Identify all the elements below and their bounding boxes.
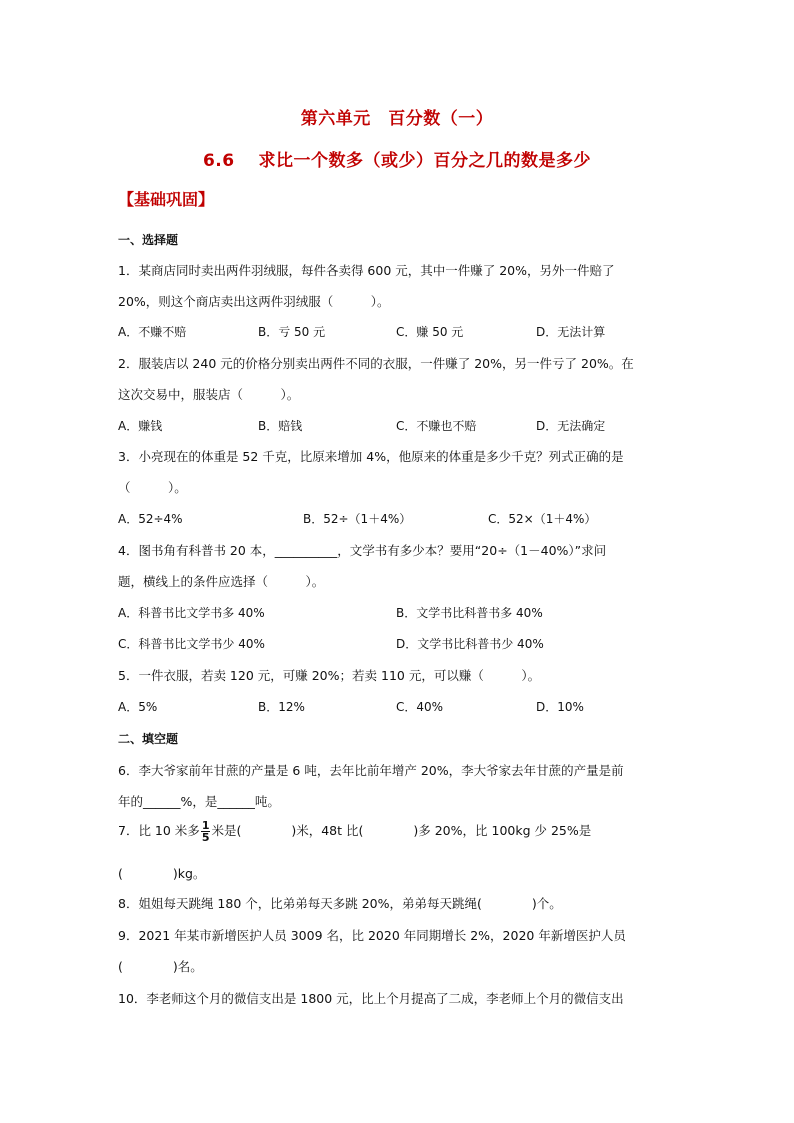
question-1-option-b: B．亏 50 元 bbox=[258, 325, 326, 339]
question-2-line-1: 2．服装店以 240 元的价格分别卖出两件不同的衣服，一件赚了 20%，另一件亏了 20%。在 bbox=[118, 356, 634, 371]
question-7-prefix: 7．比 10 米多 bbox=[118, 823, 200, 838]
question-7-suffix: 米是( )米，48t 比( )多 20%，比 100kg 少 25%是 bbox=[211, 823, 592, 838]
question-5-line-1: 5．一件衣服，若卖 120 元，可赚 20%；若卖 110 元，可以赚（ ）。 bbox=[118, 668, 541, 683]
question-4-line-1: 4．图书角有科普书 20 本，__________，文学书有多少本？要用“20÷（1－40%）”求问 bbox=[118, 543, 607, 558]
question-5-option-a: A．5% bbox=[118, 700, 158, 714]
question-5-option-b: B．12% bbox=[258, 700, 305, 714]
question-4-option-c: C．科普书比文学书少 40% bbox=[118, 637, 265, 651]
question-1-option-c: C．赚 50 元 bbox=[396, 325, 464, 339]
question-7-line-1 bbox=[118, 820, 591, 843]
question-1-option-d: D．无法计算 bbox=[536, 325, 606, 339]
question-10-line-1: 10．李老师这个月的微信支出是 1800 元，比上个月提高了二成，李老师上个月的微信支出 bbox=[118, 991, 624, 1006]
question-4-line-2: 题，横线上的条件应选择（ ）。 bbox=[118, 574, 325, 589]
question-2-option-c: C．不赚也不赔 bbox=[396, 419, 477, 433]
question-3-option-c: C．52×（1＋4%） bbox=[488, 512, 597, 526]
question-7-line-2: ( )kg。 bbox=[118, 866, 206, 881]
question-6-line-2: 年的______%，是______吨。 bbox=[118, 794, 280, 809]
question-2-line-2: 这次交易中，服装店（ ）。 bbox=[118, 387, 300, 402]
question-9-line-1: 9．2021 年某市新增医护人员 3009 名，比 2020 年同期增长 2%，2020 年新增医护人员 bbox=[118, 928, 626, 943]
question-4-option-d: D．文学书比科普书少 40% bbox=[396, 637, 544, 651]
question-9-line-2: ( )名。 bbox=[118, 959, 203, 974]
section-heading-choice: 一、选择题 bbox=[118, 233, 179, 247]
question-3-line-2: （ ）。 bbox=[118, 480, 187, 495]
question-1-line-2: 20%，则这个商店卖出这两件羽绒服（ ）。 bbox=[118, 294, 390, 309]
question-2-option-b: B．赔钱 bbox=[258, 419, 303, 433]
question-1-line-1: 1．某商店同时卖出两件羽绒服，每件各卖得 600 元，其中一件赚了 20%，另外一件赔了 bbox=[118, 263, 615, 278]
unit-title: 第六单元 百分数（一） bbox=[300, 109, 494, 129]
fraction-denominator: 5 bbox=[201, 831, 210, 844]
question-4-option-b: B．文学书比科普书多 40% bbox=[396, 606, 543, 620]
question-4-option-a: A．科普书比文学书多 40% bbox=[118, 606, 265, 620]
section-tag: 【基础巩固】 bbox=[118, 190, 215, 209]
section-heading-fill: 二、填空题 bbox=[118, 732, 179, 746]
lesson-title: 6.6 求比一个数多（或少）百分之几的数是多少 bbox=[202, 151, 592, 171]
question-6-line-1: 6．李大爷家前年甘蔗的产量是 6 吨，去年比前年增产 20%，李大爷家去年甘蔗的产量是前 bbox=[118, 763, 624, 778]
question-3-option-a: A．52÷4% bbox=[118, 512, 183, 526]
question-5-option-c: C．40% bbox=[396, 700, 444, 714]
fraction-numerator: 1 bbox=[201, 819, 210, 832]
question-2-option-a: A．赚钱 bbox=[118, 419, 163, 433]
question-3-line-1: 3．小亮现在的体重是 52 千克，比原来增加 4%，他原来的体重是多少千克？列式正确的是 bbox=[118, 449, 624, 464]
question-1-option-a: A．不赚不赔 bbox=[118, 325, 187, 339]
question-5-option-d: D．10% bbox=[536, 700, 584, 714]
question-3-option-b: B．52÷（1＋4%） bbox=[303, 512, 412, 526]
question-8-line-1: 8．姐姐每天跳绳 180 个，比弟弟每天多跳 20%，弟弟每天跳绳( )个。 bbox=[118, 896, 562, 911]
question-2-option-d: D．无法确定 bbox=[536, 419, 606, 433]
fraction-one-fifth bbox=[201, 820, 211, 843]
